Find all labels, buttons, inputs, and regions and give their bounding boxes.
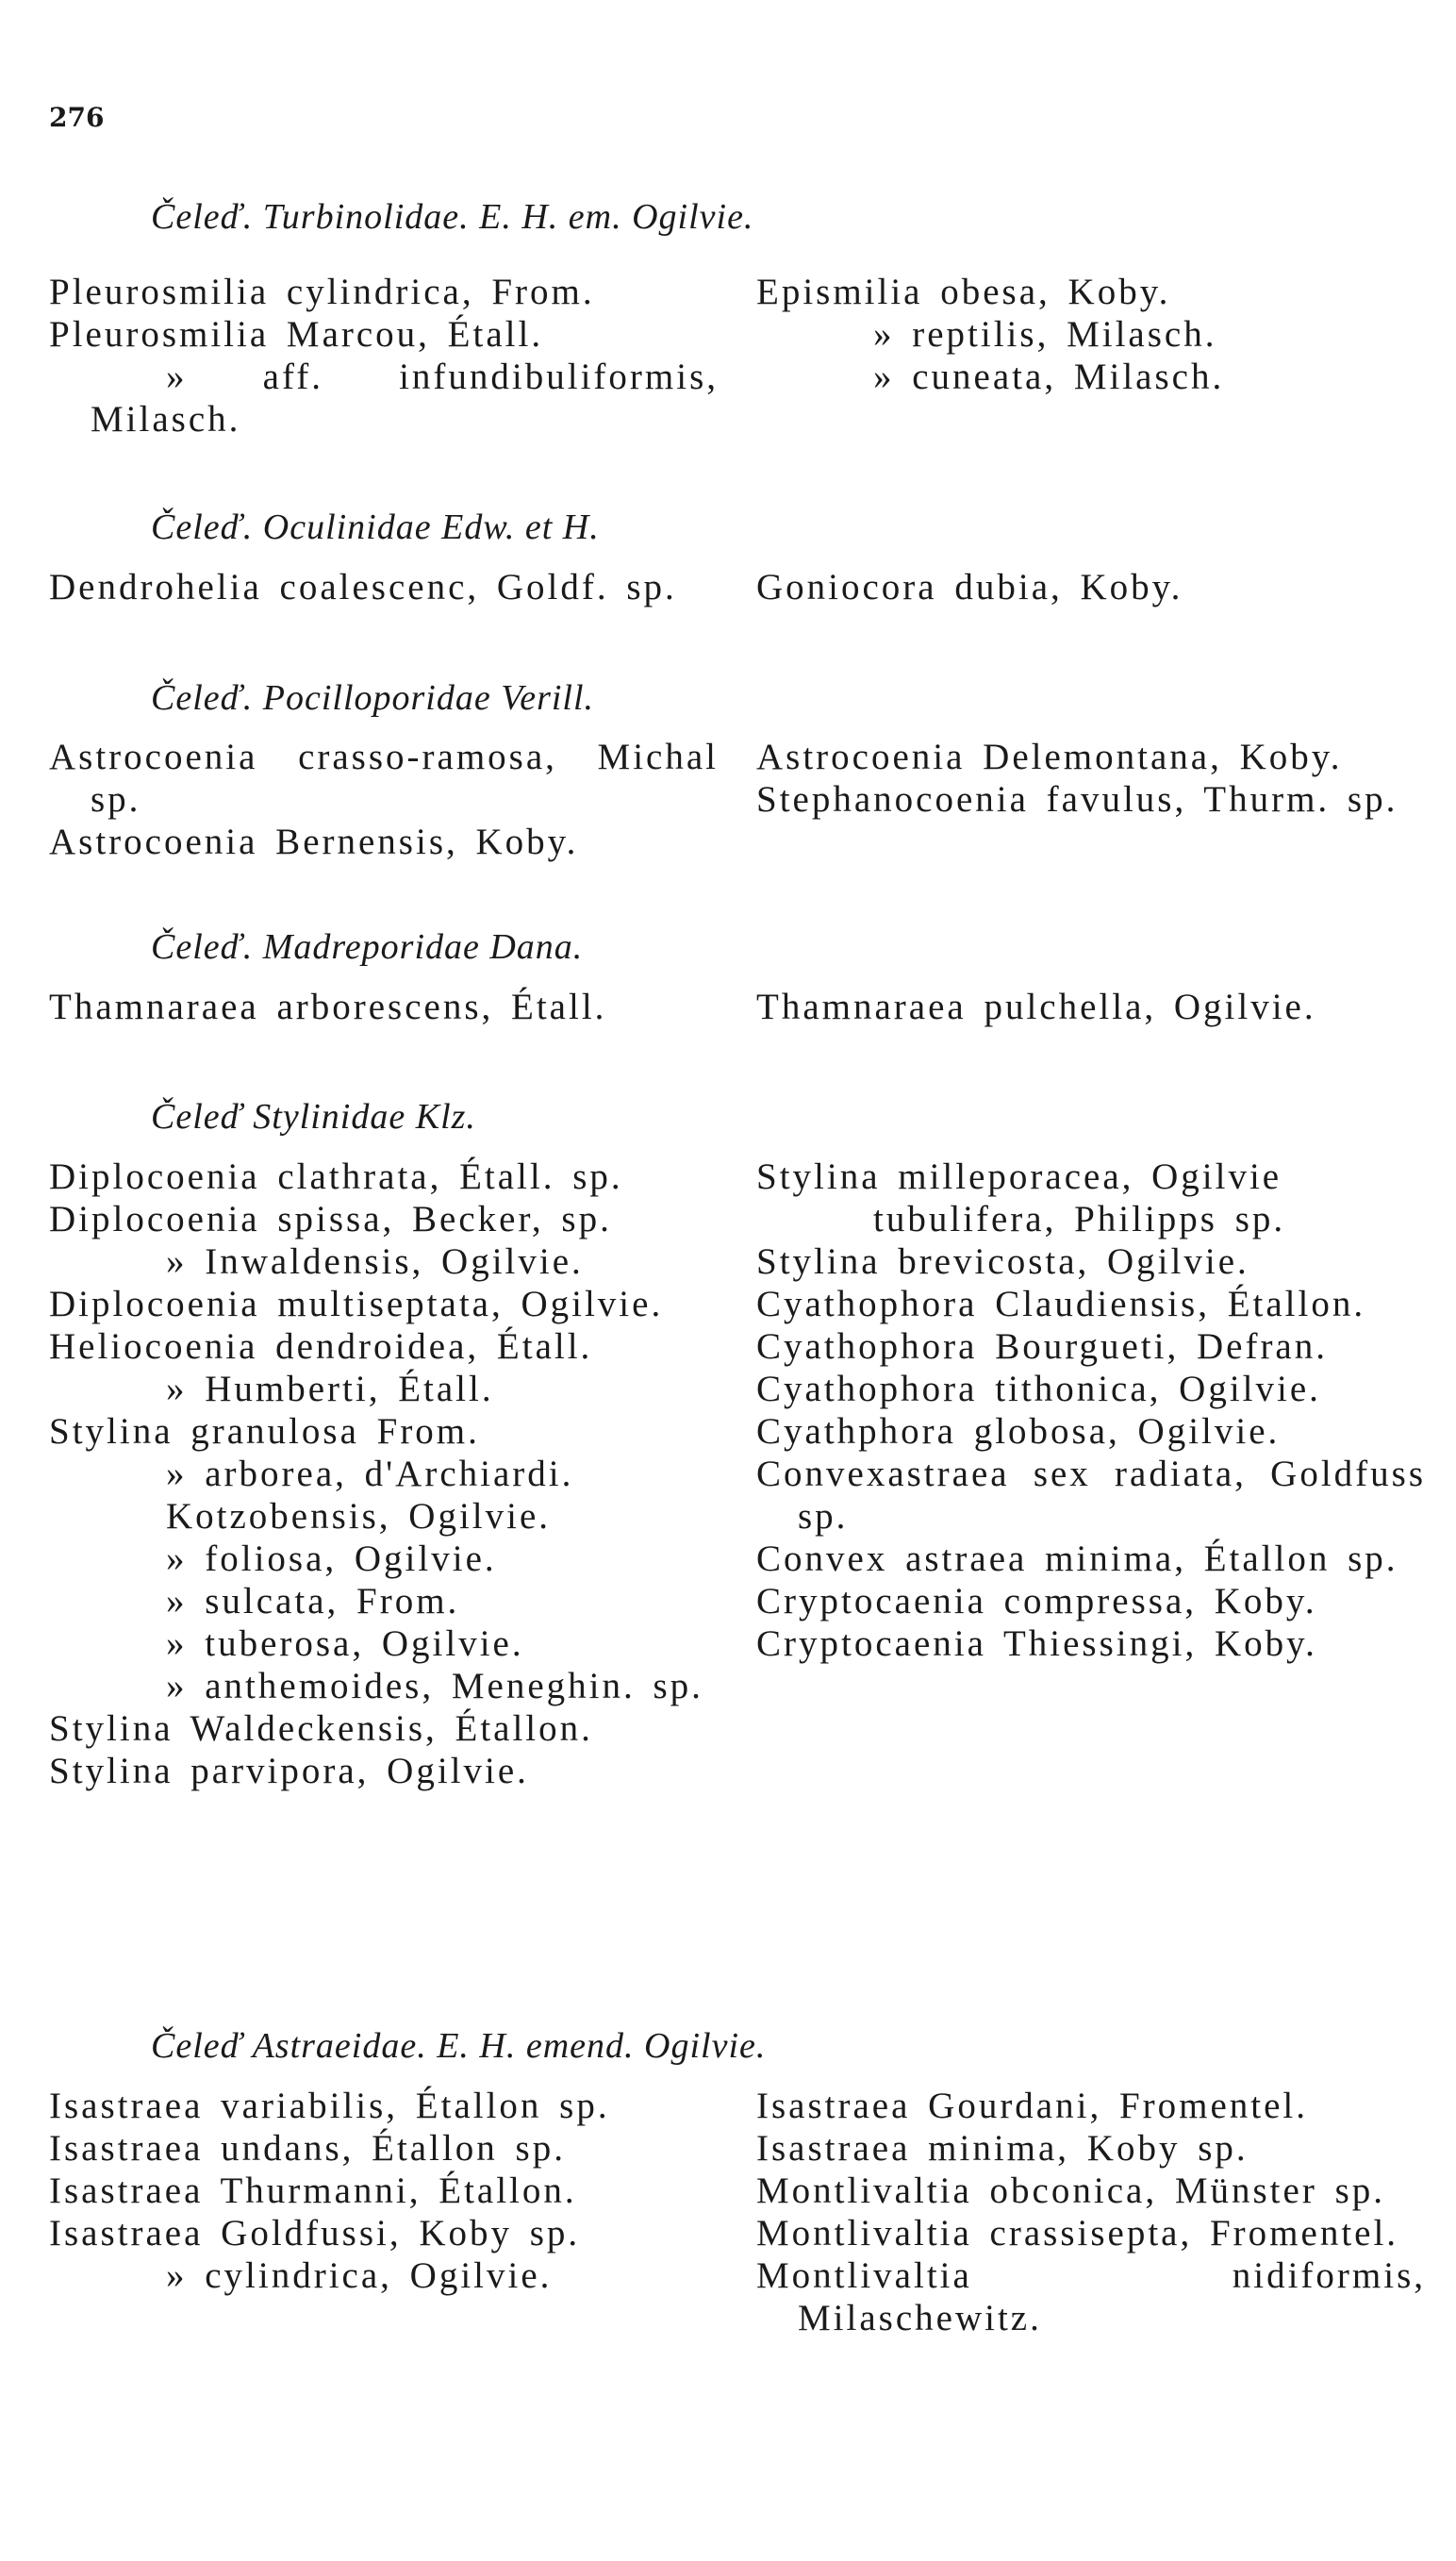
right-column: [756, 271, 1426, 398]
species-entry: Cyathophora Claudiensis, Étallon.: [756, 1284, 1366, 1324]
species-entry: Stylina brevicosta, Ogilvie.: [756, 1241, 1249, 1282]
species-entry: Isastraea minima, Koby sp.: [756, 2128, 1249, 2169]
right-column: [756, 736, 1426, 821]
section-heading: Čeleď. Madreporidae Dana.: [151, 927, 584, 967]
species-entry: Cryptocaenia Thiessingi, Koby.: [756, 1623, 1317, 1664]
species-entry: Astrocoenia Delemontana, Koby.: [756, 737, 1343, 777]
left-column: [49, 1156, 719, 1792]
species-entry: » reptilis, Milasch.: [873, 314, 1217, 355]
species-entry: tubulifera, Philipps sp.: [873, 1199, 1286, 1239]
species-entry: Epismilia obesa, Koby.: [756, 272, 1171, 312]
section-heading: Čeleď. Turbinolidae. E. H. em. Ogilvie.: [151, 197, 754, 237]
right-column: [756, 1156, 1426, 1665]
species-entry: » anthemoides, Meneghin. sp.: [166, 1666, 703, 1706]
species-entry: Dendrohelia coalescenc, Goldf. sp.: [49, 567, 677, 607]
section-heading: Čeleď. Oculinidae Edw. et H.: [151, 507, 600, 547]
species-entry: Isastraea variabilis, Étallon sp.: [49, 2086, 610, 2126]
page-number: 276: [49, 102, 105, 133]
species-entry: Goniocora dubia, Koby.: [756, 567, 1183, 607]
species-entry: Isastraea Goldfussi, Koby sp.: [49, 2213, 581, 2253]
left-column: [49, 986, 719, 1028]
species-entry: » cylindrica, Ogilvie.: [166, 2255, 553, 2296]
species-entry: Montlivaltia nidiformis, Milaschewitz.: [756, 2255, 1426, 2338]
species-entry: Convexastraea sex radiata, Goldfuss sp.: [756, 1454, 1426, 1537]
species-entry: Diplocoenia clathrata, Étall. sp.: [49, 1156, 623, 1197]
species-entry: Diplocoenia spissa, Becker, sp.: [49, 1199, 612, 1239]
species-entry: Stylina granulosa From.: [49, 1411, 480, 1452]
species-entry: » aff. infundibuliformis, Milasch.: [91, 357, 719, 440]
species-entry: Montlivaltia obconica, Münster sp.: [756, 2170, 1385, 2211]
right-column: [756, 566, 1426, 608]
left-column: [49, 736, 719, 863]
species-entry: Pleurosmilia cylindrica, From.: [49, 272, 595, 312]
left-column: [49, 271, 719, 441]
species-entry: Kotzobensis, Ogilvie.: [166, 1496, 552, 1537]
species-entry: Diplocoenia multiseptata, Ogilvie.: [49, 1284, 664, 1324]
species-entry: Heliocoenia dendroidea, Étall.: [49, 1326, 593, 1367]
section-heading: Čeleď. Pocilloporidae Verill.: [151, 678, 595, 718]
species-entry: Cyathphora globosa, Ogilvie.: [756, 1411, 1281, 1452]
species-entry: Isastraea Thurmanni, Étallon.: [49, 2170, 577, 2211]
species-entry: » tuberosa, Ogilvie.: [166, 1623, 524, 1664]
species-entry: » sulcata, From.: [166, 1581, 460, 1621]
left-column: [49, 566, 719, 608]
species-entry: Thamnaraea pulchella, Ogilvie.: [756, 987, 1316, 1027]
species-entry: » arborea, d'Archiardi.: [166, 1454, 574, 1494]
species-entry: Montlivaltia crassisepta, Fromentel.: [756, 2213, 1399, 2253]
left-column: [49, 2085, 719, 2297]
species-entry: Pleurosmilia Marcou, Étall.: [49, 314, 544, 355]
species-entry: Stylina Waldeckensis, Étallon.: [49, 1708, 593, 1749]
section-heading: Čeleď Astraeidae. E. H. emend. Ogilvie.: [151, 2026, 767, 2066]
species-entry: Cyathophora tithonica, Ogilvie.: [756, 1369, 1321, 1409]
right-column: [756, 986, 1426, 1028]
species-entry: » cuneata, Milasch.: [873, 357, 1225, 397]
species-entry: Astrocoenia Bernensis, Koby.: [49, 822, 579, 862]
species-entry: Convex astraea minima, Étallon sp.: [756, 1538, 1398, 1579]
species-entry: Isastraea Gourdani, Fromentel.: [756, 2086, 1309, 2126]
species-entry: Isastraea undans, Étallon sp.: [49, 2128, 566, 2169]
species-entry: Stylina parvipora, Ogilvie.: [49, 1751, 529, 1791]
right-column: [756, 2085, 1426, 2339]
species-entry: Thamnaraea arborescens, Étall.: [49, 987, 607, 1027]
species-entry: » Inwaldensis, Ogilvie.: [166, 1241, 584, 1282]
section-heading: Čeleď Stylinidae Klz.: [151, 1097, 476, 1137]
species-entry: » foliosa, Ogilvie.: [166, 1538, 497, 1579]
species-entry: Astrocoenia crasso-ramosa, Michal sp.: [49, 737, 719, 820]
species-entry: Stephanocoenia favulus, Thurm. sp.: [756, 779, 1398, 820]
species-entry: » Humberti, Étall.: [166, 1369, 494, 1409]
species-entry: Cryptocaenia compressa, Koby.: [756, 1581, 1317, 1621]
species-entry: Cyathophora Bourgueti, Defran.: [756, 1326, 1328, 1367]
species-entry: Stylina milleporacea, Ogilvie: [756, 1156, 1282, 1197]
